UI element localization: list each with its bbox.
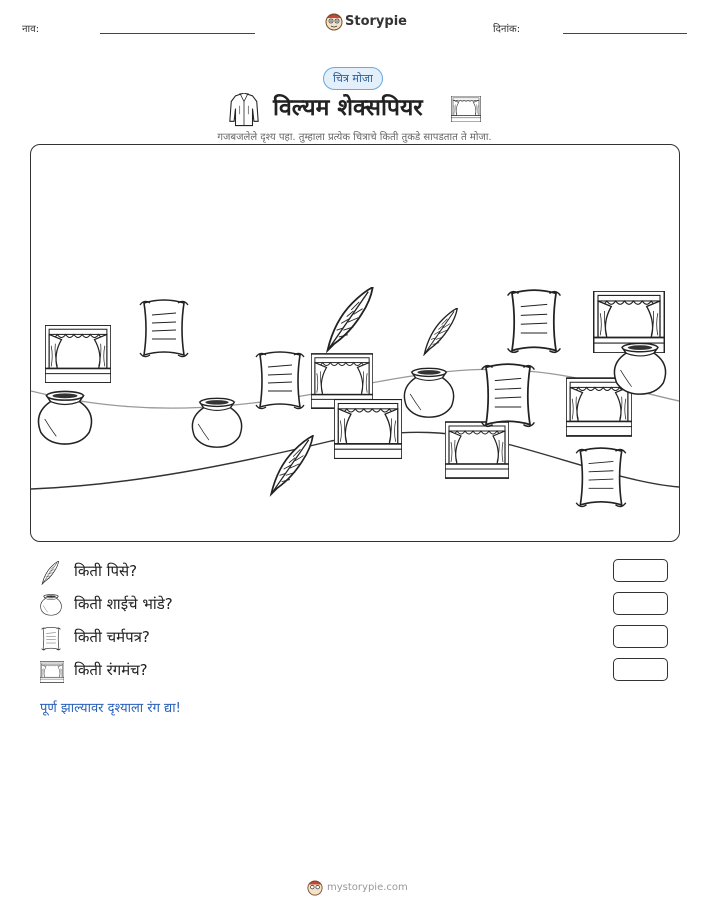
parchment-icon — [40, 627, 62, 651]
activity-badge: चित्र मोजा — [323, 67, 383, 90]
parchment-item — [255, 351, 305, 411]
quill-item — [323, 287, 375, 353]
stage-item — [334, 399, 402, 459]
site-logo-icon — [307, 880, 323, 896]
inkpot-icon — [40, 594, 62, 616]
quill-item — [267, 435, 315, 497]
name-line[interactable] — [100, 33, 255, 34]
quill-icon — [39, 561, 61, 585]
brand-name: Storypie — [345, 14, 407, 29]
inkpot-item — [191, 395, 243, 451]
question-inkpots: किती शाईचे भांडे? — [74, 595, 173, 613]
answer-stages-box[interactable] — [613, 658, 668, 681]
question-quills: किती पिसे? — [74, 562, 138, 580]
question-stages: किती रंगमंच? — [74, 661, 148, 679]
answer-quills-box[interactable] — [613, 559, 668, 582]
page-title: विल्यम शेक्सपियर — [273, 95, 423, 121]
instructions: गजबजलेले दृश्य पहा. तुम्हाला प्रत्येक चित्राचे किती तुकडे सापडतात ते मोजा. — [217, 132, 492, 143]
stage-item — [45, 325, 111, 383]
coloring-note: पूर्ण झाल्यावर दृश्याला रंग द्या! — [40, 701, 181, 716]
answer-parchments-box[interactable] — [613, 625, 668, 648]
date-line[interactable] — [563, 33, 687, 34]
coat-icon — [228, 93, 260, 127]
date-label: दिनांक: — [493, 24, 521, 35]
inkpot-item — [37, 389, 93, 447]
counting-scene — [30, 144, 680, 542]
stage-title-icon — [451, 96, 481, 122]
inkpot-item — [613, 341, 667, 397]
quill-item — [421, 308, 459, 356]
site-url[interactable]: mystorypie.com — [327, 882, 408, 893]
name-label: नाव: — [22, 24, 40, 35]
question-parchments: किती चर्मपत्र? — [74, 628, 150, 646]
storypie-logo-icon — [325, 13, 343, 31]
parchment-item — [139, 299, 189, 359]
stage-item — [445, 421, 509, 479]
inkpot-item — [403, 365, 455, 421]
parchment-item — [480, 363, 536, 429]
parchment-item — [575, 447, 627, 509]
parchment-item — [505, 289, 563, 355]
stage-icon — [40, 661, 64, 683]
answer-inkpots-box[interactable] — [613, 592, 668, 615]
